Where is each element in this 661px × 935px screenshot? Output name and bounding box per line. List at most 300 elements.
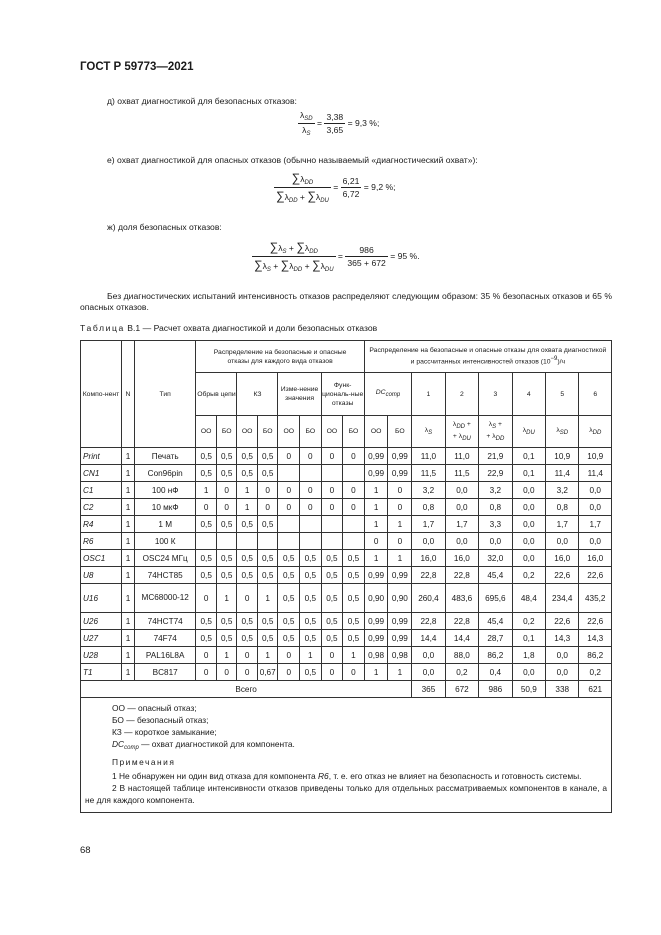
table-cell: 100 К: [134, 533, 196, 550]
formula-d-result: = 9,3 %;: [347, 117, 380, 128]
table-cell: Con96pin: [134, 465, 196, 482]
table-cell: 0,5: [257, 630, 278, 647]
total-cell: 338: [546, 681, 579, 698]
component-cell: U28: [81, 647, 122, 664]
table-cell: 16,0: [546, 550, 579, 567]
table-cell: 0,8: [412, 499, 445, 516]
table-cell: 1: [343, 647, 365, 664]
table-cell: 0,99: [364, 630, 388, 647]
table-cell: 22,8: [445, 613, 478, 630]
table-cell: 0,4: [479, 664, 512, 681]
formula-zh: $\frac{\sum\lambda_S + \sum\lambda_{DD}}{\sum\lambda_S + \sum\lambda_{DD} + \sum\lambda_{DU}}$ = $\frac{986}{365 + 672}$ = 95 %.: [254, 240, 420, 273]
table-cell: 11,0: [445, 448, 478, 465]
table-cell: 22,6: [546, 613, 579, 630]
header-open-circuit: Обрыв цепи: [196, 373, 237, 416]
table-cell: 0: [343, 664, 365, 681]
component-cell: U27: [81, 630, 122, 647]
table-cell: [257, 533, 278, 550]
document-header: ГОСТ Р 59773—2021: [80, 61, 194, 73]
header-bo-4: БО: [343, 416, 365, 448]
table-cell: 0,5: [321, 613, 343, 630]
header-type: Тип: [134, 341, 196, 448]
header-bo-2: БО: [257, 416, 278, 448]
total-cell: 365: [412, 681, 445, 698]
table-cell: 0,5: [257, 465, 278, 482]
table-cell: 260,4: [412, 584, 445, 613]
header-failure-modes: Распределение на безопасные и опасные отказы для каждого вида отказов: [196, 341, 364, 373]
header-col-2: 2: [445, 373, 478, 416]
table-cell: 0,0: [579, 499, 612, 516]
table-cell: 0,5: [237, 465, 258, 482]
table-cell: 22,6: [579, 613, 612, 630]
table-cell: 0,5: [237, 630, 258, 647]
table-cell: 0,5: [321, 630, 343, 647]
table-cell: 0: [278, 448, 300, 465]
legend-kz: КЗ — короткое замыкание;: [112, 727, 217, 737]
note-2: 2 В настоящей таблице интенсивности отказов приведены только для отдельных рассматриваемых компонентов в канале, а не для каждого компонента.: [85, 783, 607, 805]
notes-block: [81, 698, 612, 813]
header-col-6: 6: [579, 373, 612, 416]
table-cell: 0,2: [445, 664, 478, 681]
table-cell: 1,7: [445, 516, 478, 533]
table-cell: 0: [257, 482, 278, 499]
table-row: [81, 533, 612, 550]
table-cell: 0,2: [579, 664, 612, 681]
table-cell: 0,99: [388, 567, 412, 584]
body-paragraph: Без диагностических испытаний интенсивность отказов распределяют следующим образом: 35 % безопасных отказов и 65 % опасных отказов.: [80, 291, 612, 312]
table-cell: 0,5: [321, 584, 343, 613]
table-cell: 22,8: [445, 567, 478, 584]
table-cell: 695,6: [479, 584, 512, 613]
table-cell: 45,4: [479, 613, 512, 630]
table-cell: 0,5: [343, 613, 365, 630]
header-bo-5: БО: [388, 416, 412, 448]
table-cell: 0,5: [196, 567, 217, 584]
table-cell: [343, 533, 365, 550]
table-cell: 0: [278, 482, 300, 499]
formula-zh-frac-a: $\frac{\sum\lambda_S + \sum\lambda_{DD}}{\sum\lambda_S + \sum\lambda_{DD} + \sum\lambda_{DU}}$: [254, 240, 334, 273]
component-cell: R4: [81, 516, 122, 533]
table-cell: 10,9: [546, 448, 579, 465]
table-cell: 1,8: [512, 647, 545, 664]
table-cell: BC817: [134, 664, 196, 681]
table-cell: 0: [343, 499, 365, 516]
table-cell: 0,5: [216, 516, 237, 533]
table-row: [81, 584, 612, 613]
table-cell: 0,0: [445, 482, 478, 499]
table-row: [81, 499, 612, 516]
table-row: [81, 465, 612, 482]
total-cell: 672: [445, 681, 478, 698]
table-cell: [278, 533, 300, 550]
formula-e-frac-b: $\frac{6,21}{6,72}$: [342, 176, 360, 199]
table-cell: [216, 533, 237, 550]
table-cell: 0,5: [257, 550, 278, 567]
table-cell: 22,8: [412, 567, 445, 584]
header-lambda-du: $\lambda_{DU}$: [512, 416, 545, 448]
table-cell: OSC24 МГц: [134, 550, 196, 567]
table-cell: 0,1: [512, 448, 545, 465]
total-cell: 621: [579, 681, 612, 698]
table-cell: 1: [237, 499, 258, 516]
table-cell: 0: [278, 499, 300, 516]
table-cell: 0: [388, 533, 412, 550]
table-cell: 0,5: [300, 630, 322, 647]
table-cell: 1,7: [412, 516, 445, 533]
table-cell: 48,4: [512, 584, 545, 613]
table-cell: 0,0: [512, 482, 545, 499]
table-cell: 11,4: [579, 465, 612, 482]
header-short-circuit: КЗ: [237, 373, 278, 416]
table-cell: 0,98: [388, 647, 412, 664]
table-row: [81, 550, 612, 567]
formula-d-frac-a: $\frac{\lambda_{SD}}{\lambda_S}$: [300, 110, 313, 137]
table-cell: 0,99: [364, 613, 388, 630]
table-cell: [343, 465, 365, 482]
table-row: [81, 482, 612, 499]
table-cell: 1: [364, 550, 388, 567]
formula-d-frac-b: $\frac{3,38}{3,65}$: [326, 112, 344, 135]
table-cell: PAL16L8A: [134, 647, 196, 664]
section-d-text: д) охват диагностикой для безопасных отказов:: [107, 96, 297, 106]
table-cell: 0,5: [343, 630, 365, 647]
section-e-text: е) охват диагностикой для опасных отказов (обычно называемый «диагностический охват»):: [107, 155, 478, 165]
table-cell: 0,99: [388, 613, 412, 630]
table-cell: 0: [196, 584, 217, 613]
table-cell: [300, 516, 322, 533]
table-cell: 1: [364, 482, 388, 499]
table-cell: 0,0: [512, 499, 545, 516]
table-cell: 1: [122, 516, 135, 533]
table-cell: 0,5: [196, 630, 217, 647]
table-cell: 1: [196, 482, 217, 499]
table-cell: [196, 533, 217, 550]
table-cell: 14,4: [445, 630, 478, 647]
header-col-5: 5: [546, 373, 579, 416]
table-cell: 0,5: [321, 550, 343, 567]
table-cell: 86,2: [579, 647, 612, 664]
table-cell: 0: [364, 533, 388, 550]
header-oo-4: ОО: [321, 416, 343, 448]
formula-zh-frac-b: $\frac{986}{365 + 672}$: [347, 245, 386, 268]
table-cell: 0,0: [412, 647, 445, 664]
component-cell: R6: [81, 533, 122, 550]
table-cell: 0,2: [512, 567, 545, 584]
table-cell: 0,5: [196, 448, 217, 465]
table-cell: 0: [196, 647, 217, 664]
table-cell: 1,7: [546, 516, 579, 533]
header-component: Компо-нент: [81, 341, 122, 448]
table-cell: 1: [122, 482, 135, 499]
legend-bo: БО — безопасный отказ;: [112, 715, 209, 725]
table-cell: 0,99: [388, 448, 412, 465]
section-zh-text: ж) доля безопасных отказов:: [107, 222, 222, 232]
table-cell: 86,2: [479, 647, 512, 664]
table-cell: 0,1: [512, 630, 545, 647]
table-cell: 1: [122, 550, 135, 567]
reliability-table: [80, 340, 612, 813]
table-cell: 0,5: [278, 567, 300, 584]
table-cell: 11,4: [546, 465, 579, 482]
table-cell: 0,8: [546, 499, 579, 516]
table-cell: 1: [122, 647, 135, 664]
table-cell: 0: [321, 664, 343, 681]
table-cell: 0: [343, 482, 365, 499]
table-cell: 0,90: [364, 584, 388, 613]
table-cell: 1: [122, 567, 135, 584]
table-cell: 0: [278, 664, 300, 681]
table-cell: 11,5: [412, 465, 445, 482]
table-row: [81, 516, 612, 533]
notes-title: Примечания: [112, 757, 176, 767]
table-cell: 0,5: [300, 613, 322, 630]
header-dc-comp: $DC_{comp}$: [364, 373, 411, 416]
table-cell: 0,0: [445, 499, 478, 516]
table-cell: 16,0: [579, 550, 612, 567]
table-cell: 0: [196, 499, 217, 516]
table-cell: 16,0: [445, 550, 478, 567]
table-cell: 0,99: [364, 448, 388, 465]
table-cell: 1: [122, 533, 135, 550]
table-cell: 0,5: [300, 584, 322, 613]
table-cell: 0,5: [278, 613, 300, 630]
table-cell: 0,5: [237, 516, 258, 533]
table-cell: 1: [122, 613, 135, 630]
table-cell: 3,2: [546, 482, 579, 499]
table-cell: 0,5: [278, 630, 300, 647]
table-cell: 0,2: [512, 613, 545, 630]
table-cell: 0: [196, 664, 217, 681]
table-cell: 11,5: [445, 465, 478, 482]
table-cell: 22,8: [412, 613, 445, 630]
table-cell: 0,99: [388, 630, 412, 647]
table-cell: 0,0: [412, 533, 445, 550]
table-cell: 0: [343, 448, 365, 465]
table-cell: 74HCT74: [134, 613, 196, 630]
header-oo-2: ОО: [237, 416, 258, 448]
table-cell: 3,2: [412, 482, 445, 499]
table-cell: 11,0: [412, 448, 445, 465]
table-cell: 1: [257, 584, 278, 613]
formula-e-frac-a: $\frac{\sum\lambda_{DD}}{\sum\lambda_{DD} + \sum\lambda_{DU}}$: [276, 171, 329, 204]
header-lambda-dd: $\lambda_{DD}$: [579, 416, 612, 448]
table-cell: 0,5: [216, 567, 237, 584]
table-cell: 0: [216, 664, 237, 681]
table-cell: 28,7: [479, 630, 512, 647]
total-label: Всего: [81, 681, 412, 698]
table-body: [81, 448, 612, 681]
table-cell: 0,5: [257, 516, 278, 533]
component-cell: CN1: [81, 465, 122, 482]
header-oo-1: ОО: [196, 416, 217, 448]
note-1: 1 Не обнаружен ни один вид отказа для компонента R6, т. е. его отказ не влияет на безопасность и готовность системы.: [112, 771, 582, 781]
table-caption: Таблица В.1 — Расчет охвата диагностикой и доли безопасных отказов: [80, 323, 378, 333]
table-cell: 0,99: [364, 567, 388, 584]
table-cell: 1,7: [579, 516, 612, 533]
component-cell: U26: [81, 613, 122, 630]
table-cell: 32,0: [479, 550, 512, 567]
header-lambda-sd: $\lambda_{SD}$: [546, 416, 579, 448]
table-cell: [343, 516, 365, 533]
table-cell: 0,5: [343, 567, 365, 584]
table-cell: 88,0: [445, 647, 478, 664]
table-cell: 0,5: [300, 664, 322, 681]
component-cell: OSC1: [81, 550, 122, 567]
table-cell: 0,99: [364, 465, 388, 482]
component-cell: Print: [81, 448, 122, 465]
table-cell: 0: [278, 647, 300, 664]
table-cell: 0,0: [546, 533, 579, 550]
table-cell: [278, 516, 300, 533]
table-cell: 1: [122, 664, 135, 681]
table-cell: 0: [237, 647, 258, 664]
table-cell: 3,3: [479, 516, 512, 533]
table-cell: 45,4: [479, 567, 512, 584]
header-lambda-dd-du: $\lambda_{DD}$ + + $\lambda_{DU}$: [445, 416, 478, 448]
table-cell: [321, 533, 343, 550]
table-cell: 0,90: [388, 584, 412, 613]
table-cell: 16,0: [412, 550, 445, 567]
table-cell: 1: [364, 516, 388, 533]
table-cell: 0: [300, 448, 322, 465]
table-cell: 100 нФ: [134, 482, 196, 499]
header-oo-5: ОО: [364, 416, 388, 448]
table-row: [81, 630, 612, 647]
table-cell: 1: [364, 664, 388, 681]
table-cell: 0,5: [278, 584, 300, 613]
table-cell: 1: [300, 647, 322, 664]
table-cell: 0,5: [216, 448, 237, 465]
page-number: 68: [80, 845, 91, 856]
legend-dc: $DC_{comp}$ — охват диагностикой для компонента.: [112, 739, 295, 751]
table-cell: 0,0: [579, 533, 612, 550]
table-cell: 22,9: [479, 465, 512, 482]
header-bo-3: БО: [300, 416, 322, 448]
component-cell: U16: [81, 584, 122, 613]
table-cell: 14,3: [579, 630, 612, 647]
table-cell: 0,8: [479, 499, 512, 516]
table-cell: 0,5: [343, 584, 365, 613]
table-cell: 0,0: [512, 550, 545, 567]
table-cell: 0,0: [512, 516, 545, 533]
formula-e-result: = 9,2 %;: [363, 181, 396, 192]
table-cell: 0: [321, 482, 343, 499]
table-row: [81, 613, 612, 630]
table-cell: 0,5: [237, 448, 258, 465]
table-cell: 0,5: [257, 567, 278, 584]
table-cell: 483,6: [445, 584, 478, 613]
table-cell: 14,3: [546, 630, 579, 647]
table-cell: 1: [257, 647, 278, 664]
component-cell: U8: [81, 567, 122, 584]
table-cell: 10,9: [579, 448, 612, 465]
table-cell: 0,0: [512, 664, 545, 681]
total-cell: 50,9: [512, 681, 545, 698]
table-cell: 0: [321, 647, 343, 664]
table-cell: [300, 533, 322, 550]
table-row: [81, 567, 612, 584]
table-cell: 1: [122, 630, 135, 647]
table-cell: 3,2: [479, 482, 512, 499]
table-cell: 0,99: [388, 465, 412, 482]
component-cell: T1: [81, 664, 122, 681]
table-cell: 1: [364, 499, 388, 516]
table-cell: 10 мкФ: [134, 499, 196, 516]
table-cell: 1: [216, 647, 237, 664]
table-cell: 0,5: [300, 567, 322, 584]
table-cell: 0,5: [196, 465, 217, 482]
table-cell: 1: [122, 584, 135, 613]
table-cell: 1: [388, 550, 412, 567]
table-cell: 0,5: [196, 516, 217, 533]
table-cell: 0,0: [412, 664, 445, 681]
header-functional-failures: Функ-циональ-ные отказы: [321, 373, 364, 416]
table-cell: 0,5: [237, 550, 258, 567]
header-col-3: 3: [479, 373, 512, 416]
table-row: [81, 647, 612, 664]
table-cell: 74F74: [134, 630, 196, 647]
table-cell: 0,5: [216, 465, 237, 482]
table-cell: 0,5: [216, 630, 237, 647]
table-cell: 0: [237, 584, 258, 613]
header-value-change: Изме-нение значения: [278, 373, 321, 416]
table-cell: 14,4: [412, 630, 445, 647]
table-row: [81, 664, 612, 681]
table-cell: 0: [300, 499, 322, 516]
table-cell: 0,5: [237, 567, 258, 584]
table-cell: 0: [321, 448, 343, 465]
table-cell: 0,5: [257, 448, 278, 465]
table-cell: MC68000-12: [134, 584, 196, 613]
table-cell: 0,0: [445, 533, 478, 550]
header-oo-3: ОО: [278, 416, 300, 448]
table-cell: 234,4: [546, 584, 579, 613]
formula-zh-result: = 95 %.: [390, 250, 420, 261]
table-cell: [300, 465, 322, 482]
table-cell: 0,5: [278, 550, 300, 567]
table-cell: Печать: [134, 448, 196, 465]
formula-e: $\frac{\sum\lambda_{DD}}{\sum\lambda_{DD} + \sum\lambda_{DU}}$ = $\frac{6,21}{6,72}$ = 9,2 %;: [276, 171, 396, 204]
table-cell: 74HCT85: [134, 567, 196, 584]
table-cell: 0,5: [216, 550, 237, 567]
table-cell: 1: [216, 584, 237, 613]
header-n: N: [122, 341, 135, 448]
table-cell: 0: [321, 499, 343, 516]
table-cell: 0: [388, 482, 412, 499]
table-cell: 0,5: [343, 550, 365, 567]
component-cell: C1: [81, 482, 122, 499]
table-cell: 0,0: [479, 533, 512, 550]
table-cell: 0,98: [364, 647, 388, 664]
table-cell: 1: [237, 482, 258, 499]
table-cell: 1: [122, 499, 135, 516]
component-cell: C2: [81, 499, 122, 516]
table-cell: 22,6: [546, 567, 579, 584]
table-cell: 1: [388, 664, 412, 681]
table-cell: 0,5: [196, 613, 217, 630]
table-cell: [321, 465, 343, 482]
table-cell: 435,2: [579, 584, 612, 613]
header-bo-1: БО: [216, 416, 237, 448]
table-cell: 0,0: [546, 664, 579, 681]
table-cell: 1: [122, 448, 135, 465]
table-cell: [278, 465, 300, 482]
table-cell: 1: [388, 516, 412, 533]
header-diagnostic-coverage: Распределение на безопасные и опасные отказы для охвата диагностикой и рассчитанных интенсивностей отказов $(10^{-9})/ч$: [364, 341, 611, 373]
table-cell: 0: [237, 664, 258, 681]
header-lambda-s-dd: $\lambda_S$ + + $\lambda_{DD}$: [479, 416, 512, 448]
table-cell: 0,5: [196, 550, 217, 567]
